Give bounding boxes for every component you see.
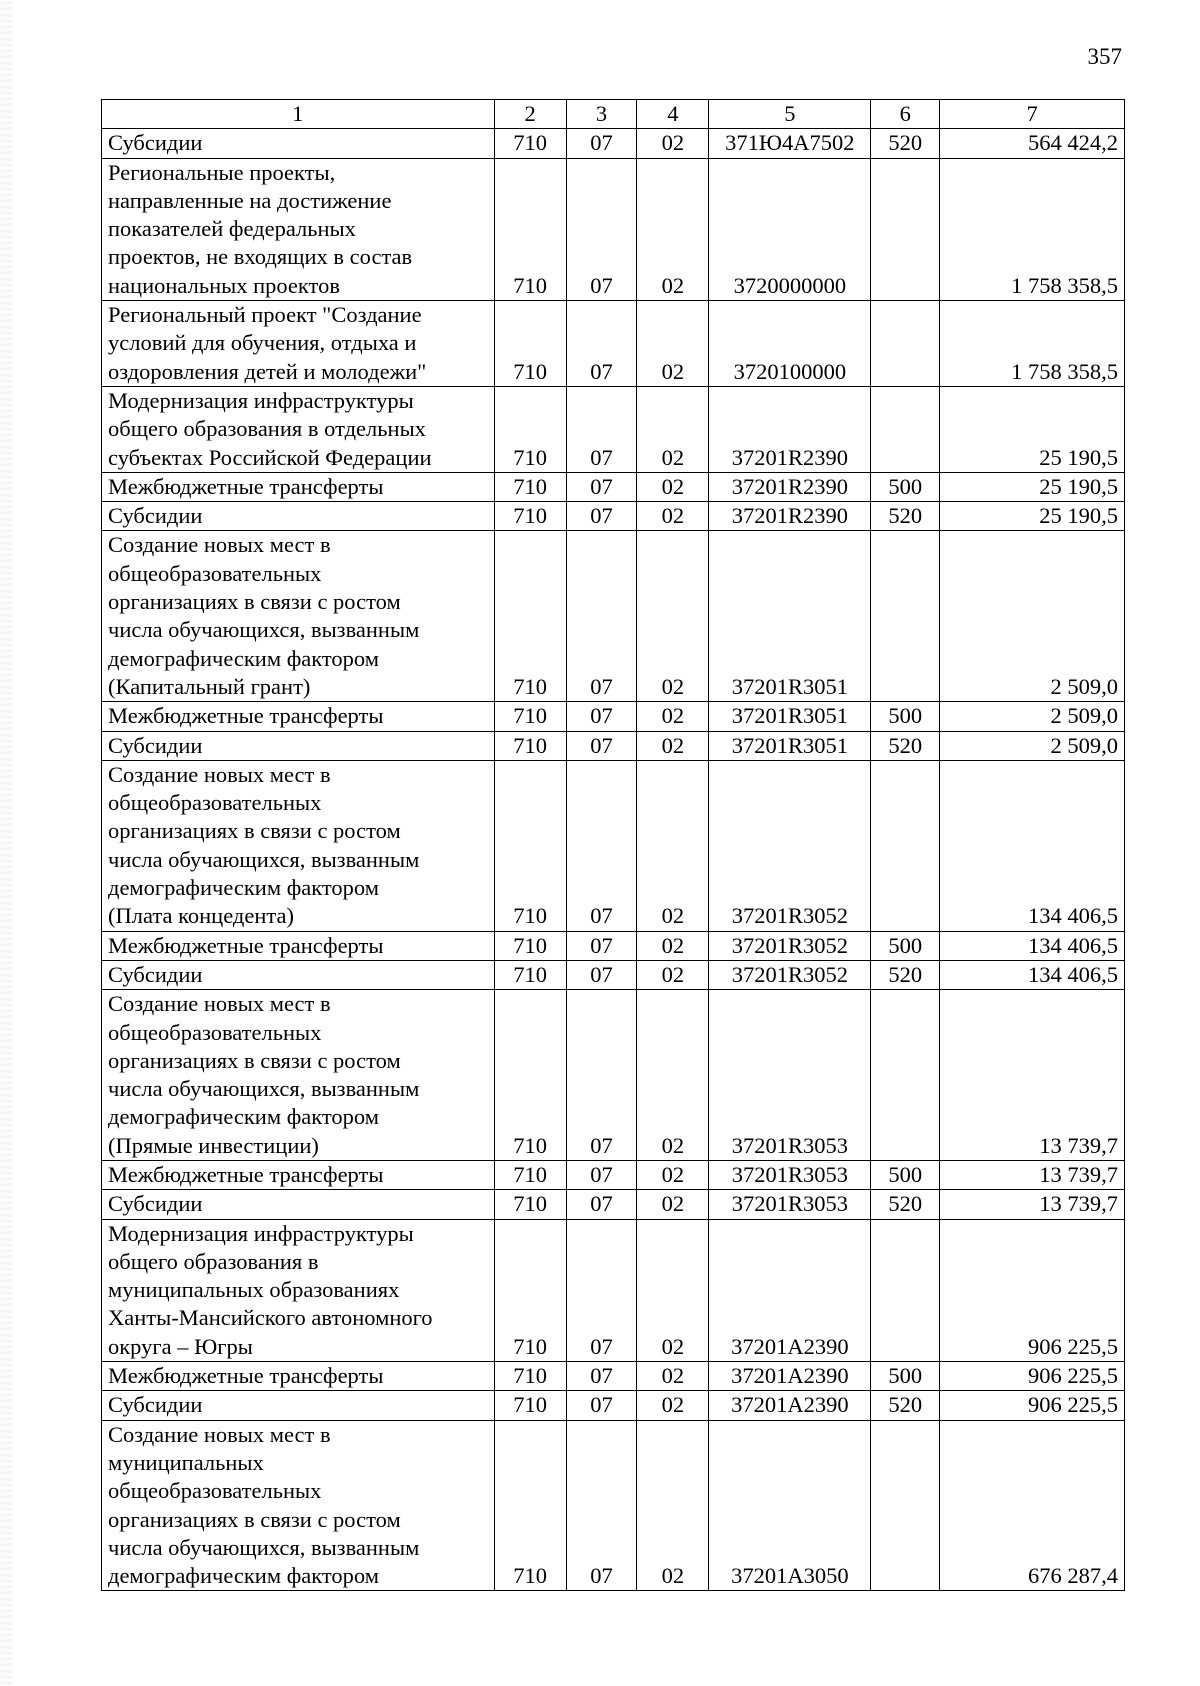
expense-type-code	[871, 990, 940, 1161]
subsection-code: 02	[637, 702, 709, 731]
target-article-code: 37201R2390	[709, 386, 871, 472]
amount: 13 739,7	[940, 990, 1125, 1161]
subsection-code: 02	[637, 386, 709, 472]
table-row	[102, 960, 1125, 989]
subsection-code: 02	[637, 1160, 709, 1189]
expense-type-code: 520	[871, 1391, 940, 1420]
expense-type-code: 520	[871, 502, 940, 531]
column-header: 1	[102, 100, 495, 129]
scan-edge	[0, 0, 12, 1686]
table-row	[102, 531, 1125, 702]
section-code: 07	[566, 960, 637, 989]
row-name: Межбюджетные трансферты	[102, 1160, 495, 1189]
section-code: 07	[566, 301, 637, 387]
amount: 13 739,7	[940, 1190, 1125, 1219]
table-row	[102, 1391, 1125, 1420]
section-code: 07	[566, 1420, 637, 1591]
row-name: Субсидии	[102, 1391, 495, 1420]
amount: 134 406,5	[940, 760, 1125, 931]
table-row	[102, 702, 1125, 731]
amount: 906 225,5	[940, 1391, 1125, 1420]
subsection-code: 02	[637, 931, 709, 960]
ministry-code: 710	[494, 1219, 566, 1361]
target-article-code: 37201R3053	[709, 1190, 871, 1219]
ministry-code: 710	[494, 702, 566, 731]
row-name: Субсидии	[102, 129, 495, 158]
expense-type-code: 520	[871, 731, 940, 760]
expense-type-code	[871, 1219, 940, 1361]
row-name: Модернизация инфраструктуры общего образования в муниципальных образованиях Ханты-Мансийского автономного округа – Югры	[102, 1219, 495, 1361]
table-row	[102, 158, 1125, 300]
column-header: 2	[494, 100, 566, 129]
target-article-code: 3720000000	[709, 158, 871, 300]
expense-type-code	[871, 158, 940, 300]
section-code: 07	[566, 472, 637, 501]
section-code: 07	[566, 760, 637, 931]
expense-type-code: 500	[871, 931, 940, 960]
target-article-code: 37201А3050	[709, 1420, 871, 1591]
row-name: Создание новых мест в муниципальных общеобразовательных организациях в связи с ростом числа обучающихся, вызванным демографическим фактором	[102, 1420, 495, 1591]
target-article-code: 37201R3051	[709, 702, 871, 731]
table-row	[102, 1219, 1125, 1361]
amount: 2 509,0	[940, 731, 1125, 760]
subsection-code: 02	[637, 1362, 709, 1391]
section-code: 07	[566, 990, 637, 1161]
row-name: Межбюджетные трансферты	[102, 472, 495, 501]
amount: 25 190,5	[940, 472, 1125, 501]
ministry-code: 710	[494, 931, 566, 960]
expense-type-code	[871, 1420, 940, 1591]
table-row	[102, 472, 1125, 501]
amount: 906 225,5	[940, 1219, 1125, 1361]
expense-type-code	[871, 386, 940, 472]
column-header: 6	[871, 100, 940, 129]
target-article-code: 37201R3051	[709, 531, 871, 702]
amount: 134 406,5	[940, 960, 1125, 989]
target-article-code: 37201R3052	[709, 931, 871, 960]
section-code: 07	[566, 1391, 637, 1420]
page-number: 357	[1087, 44, 1122, 69]
section-code: 07	[566, 1190, 637, 1219]
table-row	[102, 1362, 1125, 1391]
target-article-code: 37201R3053	[709, 1160, 871, 1189]
ministry-code: 710	[494, 531, 566, 702]
ministry-code: 710	[494, 472, 566, 501]
table-row	[102, 1160, 1125, 1189]
subsection-code: 02	[637, 129, 709, 158]
subsection-code: 02	[637, 990, 709, 1161]
target-article-code: 37201R2390	[709, 502, 871, 531]
subsection-code: 02	[637, 158, 709, 300]
section-code: 07	[566, 1160, 637, 1189]
target-article-code: 3720100000	[709, 301, 871, 387]
expense-type-code: 500	[871, 1362, 940, 1391]
row-name: Создание новых мест в общеобразовательных организациях в связи с ростом числа обучающихся, вызванным демографическим фактором (Плата концедента)	[102, 760, 495, 931]
row-name: Региональный проект "Создание условий для обучения, отдыха и оздоровления детей и молодежи"	[102, 301, 495, 387]
column-header: 7	[940, 100, 1125, 129]
subsection-code: 02	[637, 1190, 709, 1219]
ministry-code: 710	[494, 1420, 566, 1591]
section-code: 07	[566, 531, 637, 702]
target-article-code: 37201R3052	[709, 960, 871, 989]
amount: 25 190,5	[940, 502, 1125, 531]
row-name: Создание новых мест в общеобразовательных организациях в связи с ростом числа обучающихся, вызванным демографическим фактором (Капитальный грант)	[102, 531, 495, 702]
target-article-code: 37201А2390	[709, 1219, 871, 1361]
section-code: 07	[566, 158, 637, 300]
table-row	[102, 731, 1125, 760]
budget-table-body	[102, 100, 1125, 1591]
target-article-code: 37201А2390	[709, 1391, 871, 1420]
amount: 564 424,2	[940, 129, 1125, 158]
section-code: 07	[566, 702, 637, 731]
row-name: Субсидии	[102, 960, 495, 989]
amount: 906 225,5	[940, 1362, 1125, 1391]
row-name: Региональные проекты, направленные на достижение показателей федеральных проектов, не входящих в состав национальных проектов	[102, 158, 495, 300]
row-name: Модернизация инфраструктуры общего образования в отдельных субъектах Российской Федерации	[102, 386, 495, 472]
ministry-code: 710	[494, 1362, 566, 1391]
budget-table	[101, 99, 1125, 1591]
table-row	[102, 301, 1125, 387]
target-article-code: 37201R2390	[709, 472, 871, 501]
expense-type-code	[871, 301, 940, 387]
expense-type-code: 520	[871, 1190, 940, 1219]
column-header: 4	[637, 100, 709, 129]
amount: 2 509,0	[940, 531, 1125, 702]
row-name: Субсидии	[102, 731, 495, 760]
table-row	[102, 1190, 1125, 1219]
table-row	[102, 502, 1125, 531]
column-header: 5	[709, 100, 871, 129]
amount: 676 287,4	[940, 1420, 1125, 1591]
section-code: 07	[566, 931, 637, 960]
row-name: Субсидии	[102, 502, 495, 531]
section-code: 07	[566, 502, 637, 531]
section-code: 07	[566, 731, 637, 760]
expense-type-code: 500	[871, 702, 940, 731]
target-article-code: 37201А2390	[709, 1362, 871, 1391]
target-article-code: 37201R3053	[709, 990, 871, 1161]
section-code: 07	[566, 386, 637, 472]
ministry-code: 710	[494, 1391, 566, 1420]
ministry-code: 710	[494, 386, 566, 472]
ministry-code: 710	[494, 502, 566, 531]
subsection-code: 02	[637, 502, 709, 531]
subsection-code: 02	[637, 472, 709, 501]
target-article-code: 371Ю4А7502	[709, 129, 871, 158]
table-header-row	[102, 100, 1125, 129]
section-code: 07	[566, 1219, 637, 1361]
amount: 13 739,7	[940, 1160, 1125, 1189]
row-name: Межбюджетные трансферты	[102, 702, 495, 731]
target-article-code: 37201R3052	[709, 760, 871, 931]
ministry-code: 710	[494, 301, 566, 387]
ministry-code: 710	[494, 1160, 566, 1189]
subsection-code: 02	[637, 1219, 709, 1361]
table-row	[102, 760, 1125, 931]
subsection-code: 02	[637, 760, 709, 931]
subsection-code: 02	[637, 1391, 709, 1420]
table-row	[102, 931, 1125, 960]
table-row	[102, 129, 1125, 158]
expense-type-code: 500	[871, 1160, 940, 1189]
row-name: Создание новых мест в общеобразовательных организациях в связи с ростом числа обучающихся, вызванным демографическим фактором (Прямые инвестиции)	[102, 990, 495, 1161]
amount: 1 758 358,5	[940, 301, 1125, 387]
ministry-code: 710	[494, 1190, 566, 1219]
ministry-code: 710	[494, 129, 566, 158]
row-name: Субсидии	[102, 1190, 495, 1219]
amount: 134 406,5	[940, 931, 1125, 960]
ministry-code: 710	[494, 760, 566, 931]
column-header: 3	[566, 100, 637, 129]
subsection-code: 02	[637, 1420, 709, 1591]
expense-type-code: 500	[871, 472, 940, 501]
section-code: 07	[566, 129, 637, 158]
subsection-code: 02	[637, 301, 709, 387]
subsection-code: 02	[637, 731, 709, 760]
amount: 2 509,0	[940, 702, 1125, 731]
table-row	[102, 990, 1125, 1161]
expense-type-code: 520	[871, 960, 940, 989]
row-name: Межбюджетные трансферты	[102, 1362, 495, 1391]
table-row	[102, 1420, 1125, 1591]
subsection-code: 02	[637, 960, 709, 989]
section-code: 07	[566, 1362, 637, 1391]
expense-type-code	[871, 760, 940, 931]
amount: 25 190,5	[940, 386, 1125, 472]
table-row	[102, 386, 1125, 472]
target-article-code: 37201R3051	[709, 731, 871, 760]
ministry-code: 710	[494, 960, 566, 989]
amount: 1 758 358,5	[940, 158, 1125, 300]
ministry-code: 710	[494, 990, 566, 1161]
expense-type-code: 520	[871, 129, 940, 158]
ministry-code: 710	[494, 731, 566, 760]
expense-type-code	[871, 531, 940, 702]
row-name: Межбюджетные трансферты	[102, 931, 495, 960]
subsection-code: 02	[637, 531, 709, 702]
ministry-code: 710	[494, 158, 566, 300]
